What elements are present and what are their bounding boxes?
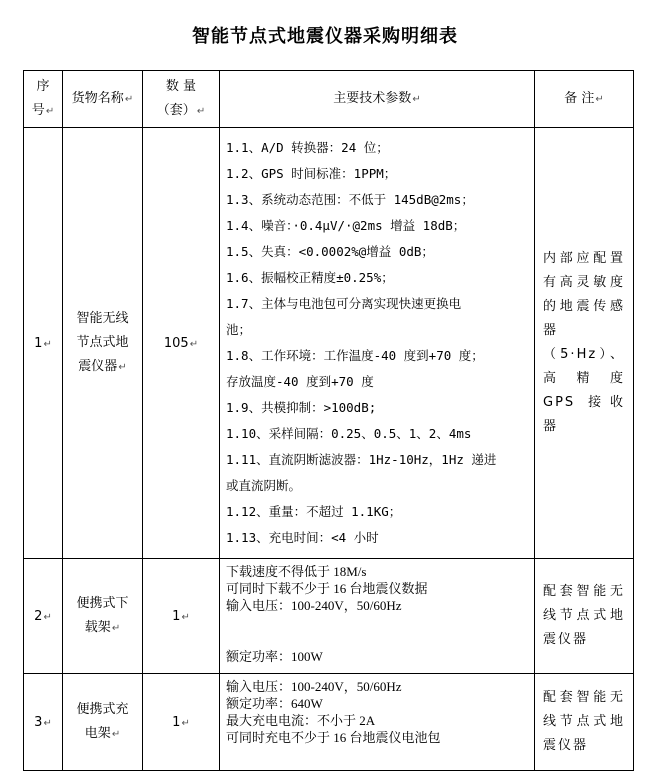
row-index: 1↵	[24, 128, 63, 559]
row-index: 3↵	[24, 674, 63, 771]
header-params: 主要技术参数↵	[220, 71, 535, 128]
row-item-name: 便携式下 载架↵	[63, 559, 143, 674]
table-row	[24, 559, 634, 674]
row-item-name: 智能无线 节点式地 震仪器↵	[63, 128, 143, 559]
header-qty: 数 量 （套）↵	[143, 71, 220, 128]
row-quantity: 1↵	[143, 559, 220, 674]
row-note: 配套智能无线节点式地震仪器	[535, 674, 634, 771]
procurement-table	[23, 70, 634, 771]
document-title: 智能节点式地震仪器采购明细表	[192, 26, 458, 47]
row-item-name: 便携式充 电架↵	[63, 674, 143, 771]
header-index: 序 号↵	[24, 71, 63, 128]
row-params: 下载速度不得低于 18M/s 可同时下载不少于 16 台地震仪数据 输入电压：100-240V，50/60Hz 额定功率：100W	[220, 559, 535, 674]
header-note: 备 注↵	[535, 71, 634, 128]
row-params: 输入电压：100-240V，50/60Hz 额定功率：640W 最大充电电流：不小于 2A 可同时充电不少于 16 台地震仪电池包	[220, 674, 535, 771]
row-params: 1.1、A/D 转换器：24 位； 1.2、GPS 时间标准：1PPM； 1.3、系统动态范围：不低于 145dB@2ms； 1.4、噪音：·0.4μV/·@2ms 增益 18dB； 1.5、失真：<0.0002%@增益 0dB； 1.6、振幅校正精度±0.25%； 1.7、主体与电池包可分离实现快速更换电 池； 1.8、工作环境：工作温度-40 度到+70 度； 存放温度-40 度到+70 度 1.9、共模抑制：>100dB; 1.10、采样间隔：0.25、0.5、1、2、4ms 1.11、直流阴断滤波器：1Hz-10Hz，1Hz 递进 或直流阴断。 1.12、重量：不超过 1.1KG； 1.13、充电时间：<4 小时	[220, 128, 535, 559]
row-quantity: 105↵	[143, 128, 220, 559]
row-index: 2↵	[24, 559, 63, 674]
row-note: 配套智能无线节点式地震仪器	[535, 559, 634, 674]
row-note: 内部应配置有高灵敏度的地震传感器（5·Hz）、高精度 GPS 接收器	[535, 128, 634, 559]
row-quantity: 1↵	[143, 674, 220, 771]
header-row	[24, 71, 634, 128]
table-row	[24, 128, 634, 559]
header-name: 货物名称↵	[63, 71, 143, 128]
table-row	[24, 674, 634, 771]
